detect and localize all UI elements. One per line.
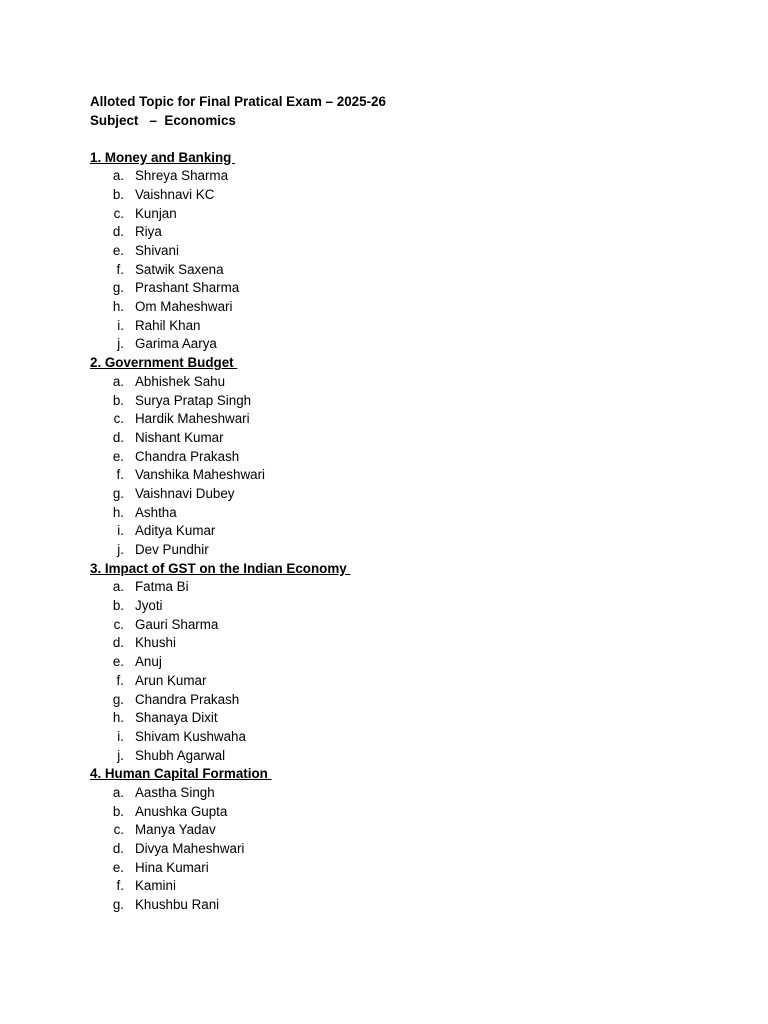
list-item-marker: j. [117,542,124,558]
list-item [90,223,730,242]
student-name: Abhishek Sahu [135,373,226,389]
list-item-marker: g. [112,280,124,296]
list-item [90,541,730,560]
student-name: Kamini [135,878,176,894]
list-item-marker: i. [117,523,124,539]
student-name: Aastha Singh [135,784,215,800]
list-item [90,186,730,205]
list-item [90,709,730,728]
list-item-marker: b. [112,803,124,819]
list-item [90,634,730,653]
list-item-marker: j. [117,747,124,763]
list-item-marker: h. [112,504,124,520]
list-item [90,896,730,915]
section-title: 4. Human Capital Formation [90,766,272,782]
list-item [90,653,730,672]
list-item-marker: c. [113,822,124,838]
student-name: Prashant Sharma [135,280,240,296]
list-item-marker: c. [113,616,124,632]
student-name: Ashtha [135,504,177,520]
topic-sections [90,149,730,915]
student-name: Vaishnavi Dubey [135,485,235,501]
student-name: Divya Maheshwari [135,841,245,857]
student-name: Jyoti [135,598,163,614]
list-item [90,392,730,411]
list-item [90,840,730,859]
list-item [90,691,730,710]
list-item [90,448,730,467]
list-item [90,317,730,336]
list-item [90,859,730,878]
list-item-marker: f. [116,672,124,688]
list-item-marker: c. [113,411,124,427]
student-name: Vanshika Maheshwari [135,467,266,483]
student-name: Om Maheshwari [135,299,233,315]
student-name: Hardik Maheshwari [135,411,250,427]
list-item [90,373,730,392]
section-title: 1. Money and Banking [90,149,236,165]
list-item-marker: h. [112,299,124,315]
document-title: Alloted Topic for Final Pratical Exam – 2025-26 [90,94,386,109]
list-item-marker: e. [112,243,124,259]
subject-line: Subject – Economics [90,113,236,128]
list-item-marker: b. [112,186,124,202]
list-item-marker: e. [112,859,124,875]
list-item [90,504,730,523]
student-name: Satwik Saxena [135,261,224,277]
list-item-marker: g. [112,485,124,501]
student-name: Garima Aarya [135,336,217,352]
student-name: Shivam Kushwaha [135,728,246,744]
student-name: Chandra Prakash [135,691,240,707]
list-item [90,279,730,298]
list-item-marker: a. [112,168,124,184]
list-item-marker: d. [112,841,124,857]
list-item-marker: d. [112,224,124,240]
list-item [90,672,730,691]
list-item [90,522,730,541]
student-name: Anushka Gupta [135,803,228,819]
student-name: Nishant Kumar [135,429,224,445]
list-item [90,821,730,840]
blank-line [90,130,730,149]
list-item [90,803,730,822]
student-name: Fatma Bi [135,579,189,595]
student-name: Riya [135,224,162,240]
list-item [90,298,730,317]
list-item-marker: b. [112,598,124,614]
topic-section [90,354,730,560]
list-item [90,261,730,280]
list-item-marker: a. [112,579,124,595]
topic-section [90,149,730,355]
student-name: Surya Pratap Singh [135,392,252,408]
list-item-marker: f. [116,467,124,483]
student-name: Arun Kumar [135,672,207,688]
student-name: Shubh Agarwal [135,747,226,763]
topic-section [90,560,730,766]
list-item [90,429,730,448]
student-name: Vaishnavi KC [135,186,215,202]
student-name: Manya Yadav [135,822,216,838]
student-name: Gauri Sharma [135,616,219,632]
list-item-marker: f. [116,261,124,277]
student-name: Shreya Sharma [135,168,229,184]
list-item-marker: d. [112,429,124,445]
list-item-marker: g. [112,897,124,913]
student-name: Khushbu Rani [135,897,220,913]
list-item [90,335,730,354]
list-item-marker: c. [113,205,124,221]
list-item-marker: e. [112,448,124,464]
student-name: Rahil Khan [135,317,201,333]
student-name: Dev Pundhir [135,542,209,558]
document-page [90,92,730,915]
list-item [90,877,730,896]
student-name: Anuj [135,654,162,670]
list-item [90,728,730,747]
student-name: Kunjan [135,205,177,221]
list-item [90,616,730,635]
list-item [90,597,730,616]
list-item [90,410,730,429]
list-item-marker: a. [112,373,124,389]
list-item-marker: j. [117,336,124,352]
topic-section [90,765,730,915]
student-name: Shivani [135,243,179,259]
list-item-marker: a. [112,784,124,800]
section-title: 3. Impact of GST on the Indian Economy [90,560,351,576]
list-item-marker: b. [112,392,124,408]
list-item-marker: g. [112,691,124,707]
list-item [90,747,730,766]
list-item-marker: i. [117,317,124,333]
list-item [90,784,730,803]
list-item-marker: i. [117,728,124,744]
section-title: 2. Government Budget [90,355,238,371]
list-item [90,167,730,186]
student-name: Chandra Prakash [135,448,240,464]
list-item [90,242,730,261]
student-name: Aditya Kumar [135,523,216,539]
student-name: Shanaya Dixit [135,710,218,726]
list-item [90,578,730,597]
list-item [90,485,730,504]
list-item [90,466,730,485]
student-name: Hina Kumari [135,859,209,875]
list-item-marker: d. [112,635,124,651]
student-name: Khushi [135,635,176,651]
list-item-marker: e. [112,654,124,670]
list-item [90,205,730,224]
list-item-marker: f. [116,878,124,894]
list-item-marker: h. [112,710,124,726]
